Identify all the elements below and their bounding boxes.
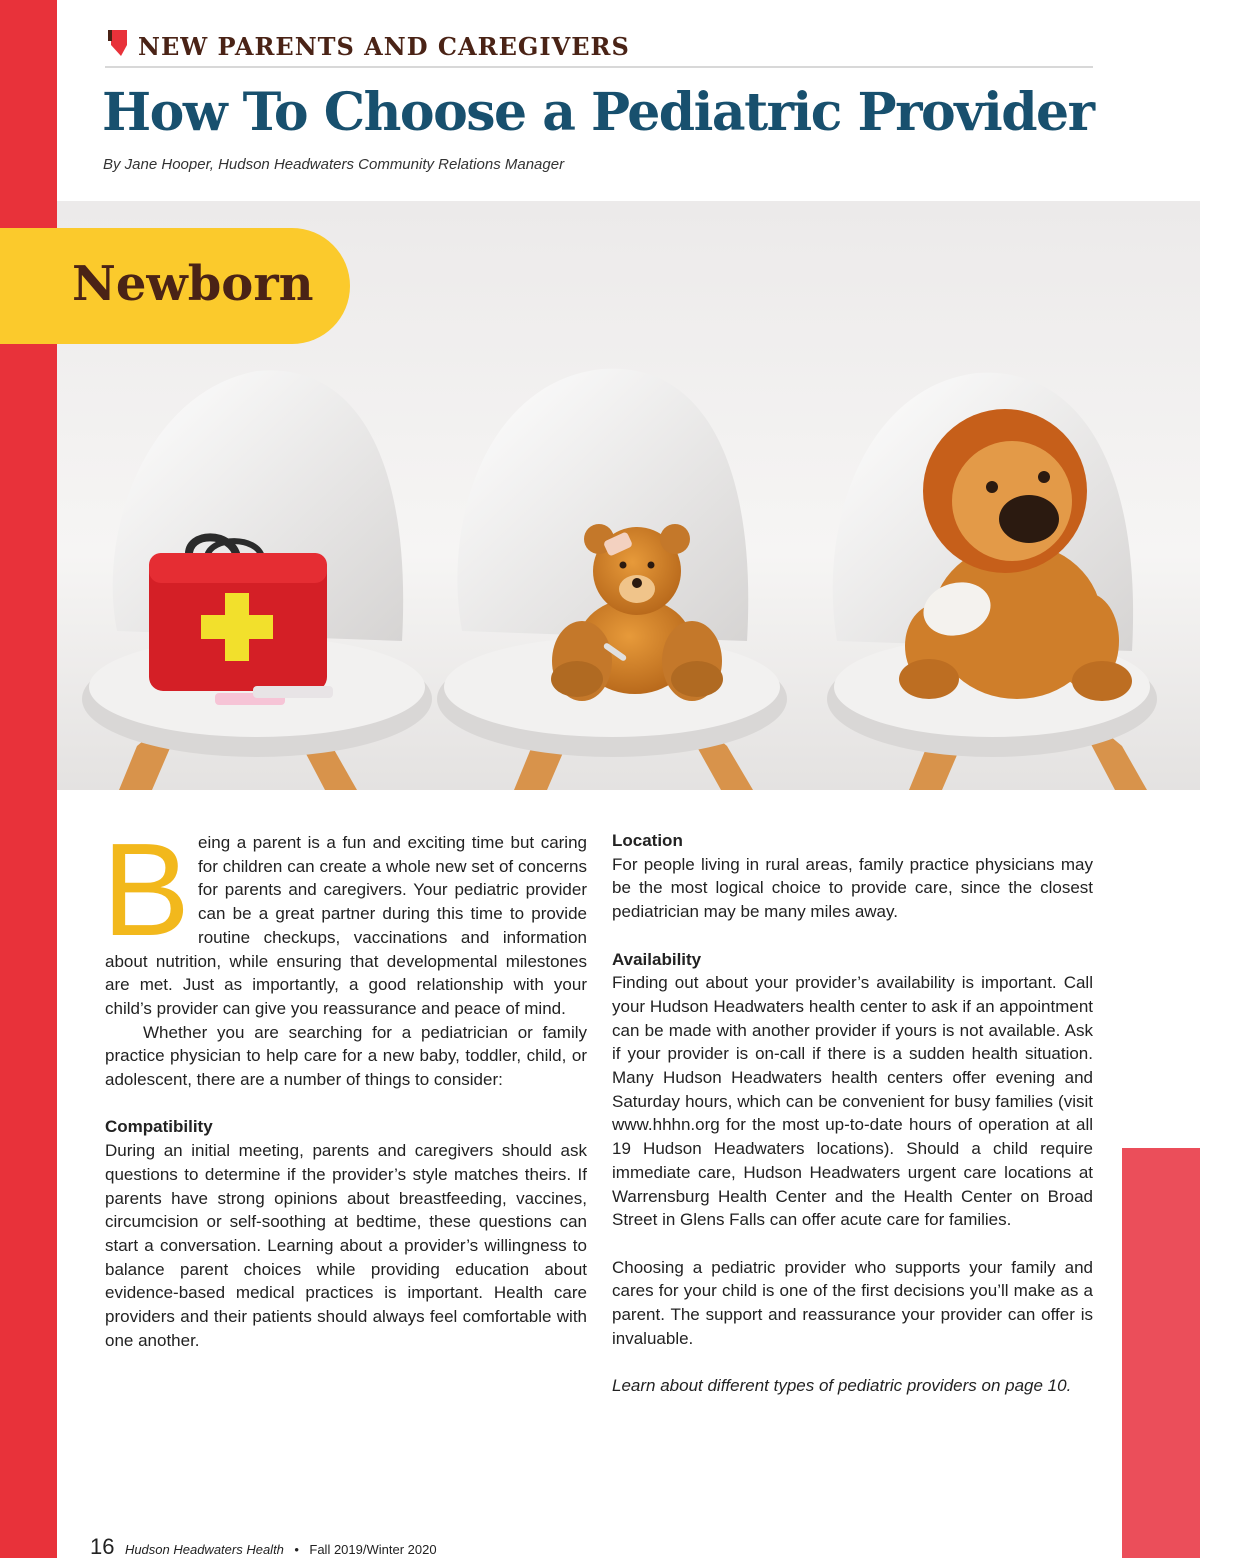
compatibility-paragraph: During an initial meeting, parents and caregivers should ask questions to determine if the provider’s style matches theirs. If parents have strong opinions about breastfeeding, vaccines, circumcision or self-soothing at bedtime, these questions can start a conversation. Learning about a provider’s willingness to balance parent choices while providing education about evidence-based medical practices is important. Health care providers and their patients should always feel comfortable with one another. — [105, 1141, 587, 1350]
availability-paragraph: Finding out about your provider’s availability is important. Call your Hudson Headwaters health center to ask if an appointment can be made with another provider if yours is not available. Ask if your provider is on-call if there is a sudden health situation. Many Hudson Headwaters health centers offer evening and Saturday hours, which can be convenient for busy families (visit www.hhhn.org for the most up-to-date hours of operation at all 19 Hudson Headwaters locations). Should a child require immediate care, Hudson Headwaters urgent care locations at Warrensburg Health Center and the Health Center on Broad Street in Glens Falls can offer acute care for families. — [612, 973, 1093, 1230]
drop-cap: B — [102, 816, 191, 963]
availability-heading: Availability — [612, 949, 702, 969]
compatibility-heading: Compatibility — [105, 1117, 213, 1137]
footer-separator: • — [294, 1542, 299, 1557]
article-column-right — [612, 829, 1093, 1398]
publication-name: Hudson Headwaters Health — [124, 1542, 284, 1557]
article-byline: By Jane Hooper, Hudson Headwaters Community Relations Manager — [103, 156, 565, 173]
red-bookmark-marker-icon — [108, 30, 130, 56]
intro-paragraph-2: Whether you are searching for a pediatrician or family practice physician to help care for a new baby, toddler, child, or adolescent, there are a number of things to consider: — [105, 1022, 587, 1090]
closing-paragraph: Choosing a pediatric provider who supports your family and cares for your child is one of the first decisions you’ll make as a parent. The support and reassurance your provider can offer is invaluable. — [612, 1257, 1093, 1348]
article-title: How To Choose a Pediatric Provider — [102, 82, 1094, 143]
category-tag — [0, 228, 350, 344]
intro-text: eing a parent is a fun and exciting time but caring for children can create a whole new set of concerns for parents and caregivers. Your pediatric provider can be a great partner during this time to provide routine checkups, vaccinations and information about nutrition, while ensuring that developmental milestones are met. Just as importantly, a good relationship with your child’s provider can give you reassurance and peace of mind. — [105, 833, 587, 1018]
page-number: 16 — [90, 1534, 115, 1559]
location-paragraph: For people living in rural areas, family practice physicians may be the most logical choice to provide care, since the closest pediatrician may be many miles away. — [612, 854, 1093, 922]
closing-note: Learn about different types of pediatric providers on page 10. — [612, 1376, 1072, 1396]
page-footer — [90, 1534, 437, 1560]
issue-date: Fall 2019/Winter 2020 — [309, 1542, 437, 1557]
section-header — [105, 28, 1093, 68]
category-tag-label: Newborn — [72, 256, 314, 312]
photo-credit: Photo by @exclusive-design / Adobe Stock — [1225, 760, 1237, 971]
section-label: NEW PARENTS AND CAREGIVERS — [138, 32, 630, 61]
right-accent-block — [1122, 1148, 1200, 1558]
article-column-left — [102, 816, 587, 1352]
location-heading: Location — [612, 831, 683, 850]
intro-paragraph — [102, 816, 587, 1021]
